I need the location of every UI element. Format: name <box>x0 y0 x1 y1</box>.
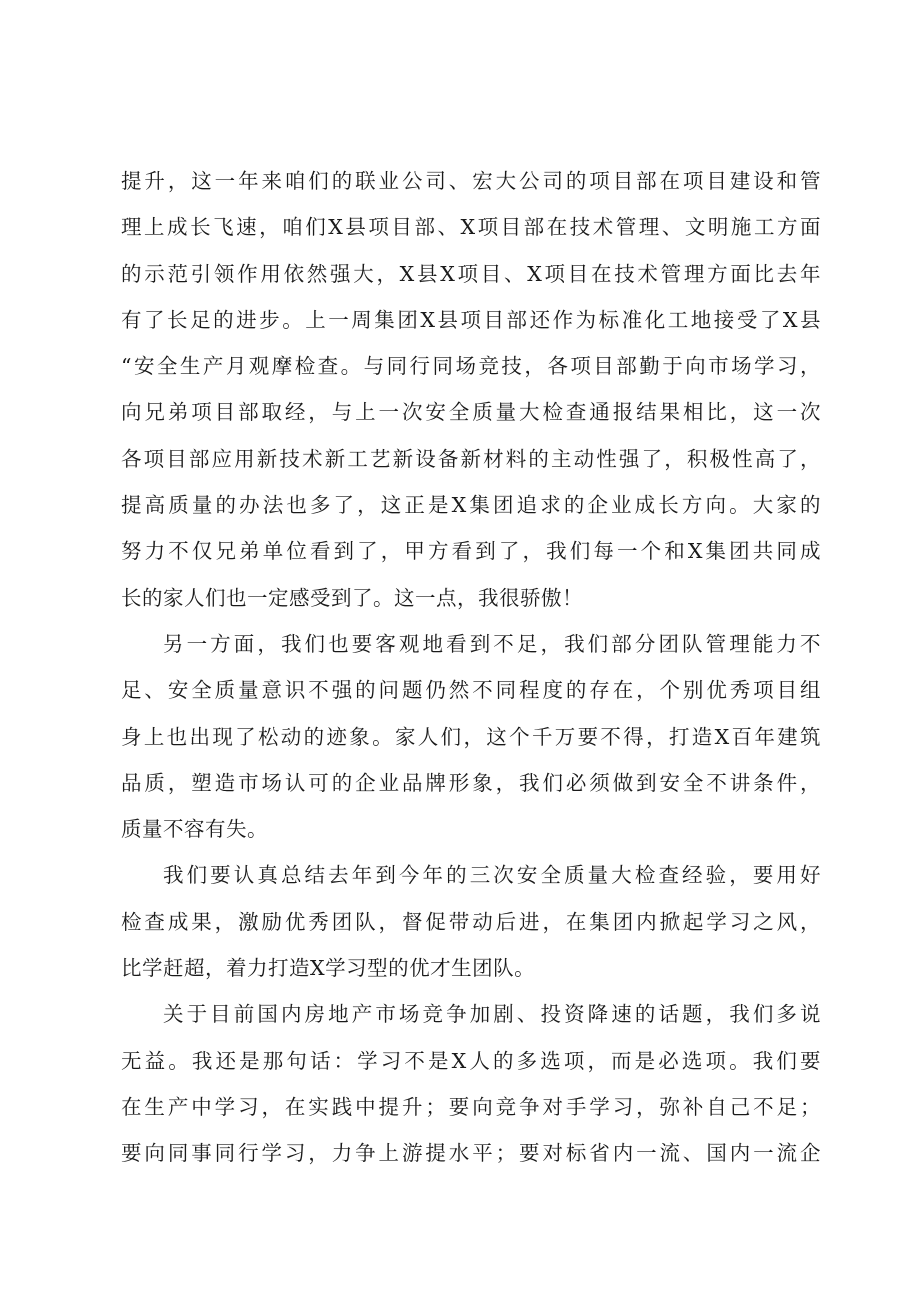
text-line: 足、安全质量意识不强的问题仍然不同程度的存在，个别优秀项目组 <box>121 678 821 703</box>
text-line: 在生产中学习，在实践中提升；要向竞争对手学习，弥补自己不足； <box>121 1094 821 1119</box>
text-line: 提高质量的办法也多了，这正是X集团追求的企业成长方向。大家的 <box>121 493 821 518</box>
text-line: 各项目部应用新技术新工艺新设备新材料的主动性强了，积极性高了， <box>121 446 821 471</box>
text-line: 理上成长飞速，咱们X县项目部、X项目部在技术管理、文明施工方面 <box>121 215 821 240</box>
text-line: 检查成果，激励优秀团队，督促带动后进，在集团内掀起学习之风， <box>121 909 821 934</box>
text-line: 有了长足的进步。上一周集团X县项目部还作为标准化工地接受了X县 <box>121 307 821 332</box>
text-line: 比学赶超，着力打造X学习型的优才生团队。 <box>121 956 536 981</box>
document-body <box>121 158 821 1177</box>
text-line: 质量不容有失。 <box>121 817 268 842</box>
text-line: 长的家人们也一定感受到了。这一点，我很骄傲！ <box>121 585 583 610</box>
text-line: 品质，塑造市场认可的企业品牌形象，我们必须做到安全不讲条件， <box>121 770 821 795</box>
text-line: 要向同事同行学习，力争上游提水平；要对标省内一流、国内一流企 <box>121 1141 821 1166</box>
paragraph-first-line: 关于目前国内房地产市场竞争加剧、投资降速的话题，我们多说 <box>163 1002 821 1027</box>
text-line: 身上也出现了松动的迹象。家人们，这个千万要不得，打造X百年建筑 <box>121 724 821 749</box>
text-line: 努力不仅兄弟单位看到了，甲方看到了，我们每一个和X集团共同成 <box>121 539 821 564</box>
text-line: 无益。我还是那句话：学习不是X人的多选项，而是必选项。我们要 <box>121 1048 821 1073</box>
text-line: “安全生产月观摩检查。与同行同场竞技，各项目部勤于向市场学习， <box>121 354 821 379</box>
text-line: 向兄弟项目部取经，与上一次安全质量大检查通报结果相比，这一次 <box>121 400 821 425</box>
text-line: 的示范引领作用依然强大，X县X项目、X项目在技术管理方面比去年 <box>121 261 821 286</box>
paragraph-first-line: 另一方面，我们也要客观地看到不足，我们部分团队管理能力不 <box>163 631 821 656</box>
text-line: 提升，这一年来咱们的联业公司、宏大公司的项目部在项目建设和管 <box>121 169 821 193</box>
paragraph-first-line: 我们要认真总结去年到今年的三次安全质量大检查经验，要用好 <box>163 863 821 888</box>
